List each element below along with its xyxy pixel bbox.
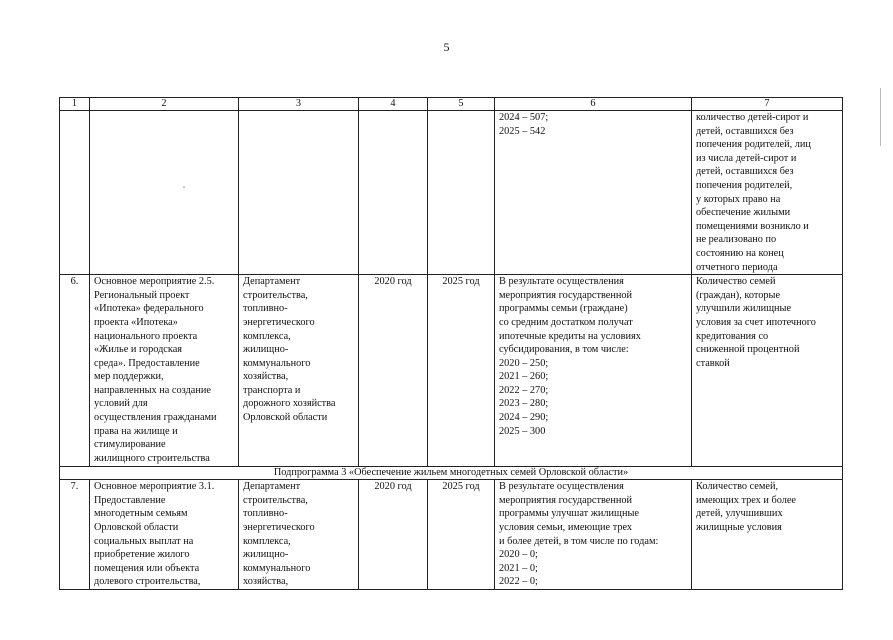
- column-header-5: 5: [428, 98, 495, 111]
- executor-line: энергетического: [243, 316, 315, 328]
- continued-cell-num: [60, 111, 90, 275]
- activity-name-line: Предоставление: [94, 494, 166, 506]
- activity-name-line: социальных выплат на: [94, 535, 194, 547]
- activity-name-line: проекта «Ипотека»: [94, 316, 178, 328]
- column-header-1: 1: [60, 98, 90, 111]
- result-line: программы семьи (граждане): [499, 303, 628, 315]
- result-line: и более детей, в том числе по годам:: [499, 535, 659, 547]
- result-cell: [495, 275, 692, 467]
- row-number: 7.: [60, 480, 90, 590]
- activity-name-line: национального проекта: [94, 330, 198, 342]
- continued-cell-name: [90, 111, 239, 275]
- activity-name-line: мер поддержки,: [94, 371, 164, 383]
- executor-cell: [239, 275, 359, 467]
- end-year-cell: 2025 год: [428, 480, 495, 590]
- result-line: 2024 – 290;: [499, 412, 549, 424]
- continued-cell-start: [359, 111, 428, 275]
- indicator-line: сниженной процентной: [696, 344, 800, 356]
- executor-cell: [239, 480, 359, 590]
- result-line: мероприятия государственной: [499, 289, 632, 301]
- result-line: условия семьи, имеющие трех: [499, 521, 633, 533]
- result-line: В результате осуществления: [499, 276, 624, 288]
- column-header-2: 2: [90, 98, 239, 111]
- executor-line: комплекса,: [243, 330, 291, 342]
- activity-name-line: долевого строительства,: [94, 576, 201, 588]
- start-year-cell: 2020 год: [359, 275, 428, 467]
- indicator-line: состоянию на конец: [696, 247, 784, 259]
- continued-cell-end: [428, 111, 495, 275]
- indicator-line: у которых право на: [696, 193, 781, 205]
- result-line: 2025 – 542: [499, 125, 546, 137]
- executor-line: Департамент: [243, 481, 301, 493]
- activity-name-line: стимулирование: [94, 439, 166, 451]
- result-cell: [495, 480, 692, 590]
- indicator-line: условия за счет ипотечного: [696, 316, 816, 328]
- column-number-header-row: [60, 98, 843, 111]
- activity-name-line: права на жилище и: [94, 425, 178, 437]
- result-line: 2021 – 0;: [499, 562, 538, 574]
- result-line: ипотечные кредиты на условиях: [499, 330, 641, 342]
- column-header-6: 6: [495, 98, 692, 111]
- activity-name-line: помещения или объекта: [94, 562, 200, 574]
- indicator-line: (граждан), которые: [696, 289, 781, 301]
- row-number: 6.: [60, 275, 90, 467]
- executor-line: строительства,: [243, 289, 308, 301]
- result-line: субсидирования, в том числе:: [499, 344, 629, 356]
- executor-line: энергетического: [243, 521, 315, 533]
- executor-line: жилищно-: [243, 549, 289, 561]
- table-row-6: [60, 275, 843, 467]
- executor-line: строительства,: [243, 494, 308, 506]
- indicator-line: Количество семей: [696, 276, 776, 288]
- indicator-line: жилищные условия: [696, 521, 782, 533]
- indicator-line: не реализовано по: [696, 234, 777, 246]
- activity-name-cell: [90, 480, 239, 590]
- result-line: 2024 – 507;: [499, 112, 549, 123]
- continued-cell-indicator: [692, 111, 843, 275]
- indicator-cell: [692, 480, 843, 590]
- result-line: 2022 – 0;: [499, 576, 538, 588]
- indicator-cell: [692, 275, 843, 467]
- indicator-line: улучшили жилищные: [696, 303, 792, 315]
- subprogram-heading: Подпрограмма 3 «Обеспечение жильем многодетных семей Орловской области»: [60, 467, 843, 480]
- executor-line: дорожного хозяйства: [243, 398, 336, 410]
- result-line: 2020 – 0;: [499, 549, 538, 561]
- binding-edge-mark: [880, 88, 891, 146]
- activity-name-line: осуществления гражданами: [94, 412, 217, 424]
- indicator-line: имеющих трех и более: [696, 494, 796, 506]
- activity-name-line: Основное мероприятие 2.5.: [94, 276, 215, 288]
- page-number: 5: [443, 40, 450, 54]
- activity-name-line: приобретение жилого: [94, 549, 190, 561]
- activity-name-line: среда». Предоставление: [94, 357, 200, 369]
- start-year-cell: 2020 год: [359, 480, 428, 590]
- subprogram-heading-row: [60, 467, 843, 480]
- activity-name-line: многодетным семьям: [94, 508, 188, 520]
- activity-name-cell: [90, 275, 239, 467]
- continued-cell-result: [495, 111, 692, 275]
- activity-name-line: Региональный проект: [94, 289, 190, 301]
- indicator-line: детей, оставшихся без: [696, 166, 794, 178]
- end-year-cell: 2025 год: [428, 275, 495, 467]
- column-header-7: 7: [692, 98, 843, 111]
- activity-name-line: условий для: [94, 398, 148, 410]
- executor-line: коммунального: [243, 357, 311, 369]
- indicator-line: кредитования со: [696, 330, 769, 342]
- result-line: 2020 – 250;: [499, 357, 549, 369]
- activity-name-line: «Жилье и городская: [94, 344, 183, 356]
- result-line: В результате осуществления: [499, 481, 624, 493]
- program-activities-table: [59, 97, 843, 590]
- executor-line: топливно-: [243, 508, 288, 520]
- indicator-line: количество детей-сирот и: [696, 112, 809, 123]
- result-line: 2021 – 260;: [499, 371, 549, 383]
- executor-line: коммунального: [243, 562, 311, 574]
- executor-line: топливно-: [243, 303, 288, 315]
- result-line: 2023 – 280;: [499, 398, 549, 410]
- executor-line: хозяйства,: [243, 576, 289, 588]
- result-line: со средним достатком получат: [499, 316, 633, 328]
- activity-name-line: жилищного строительства: [94, 452, 210, 464]
- column-header-4: 4: [359, 98, 428, 111]
- executor-line: Орловской области: [243, 412, 328, 424]
- indicator-line: из числа детей-сирот и: [696, 152, 797, 164]
- activity-name-line: направленных на создание: [94, 384, 211, 396]
- indicator-line: детей, улучшивших: [696, 508, 783, 520]
- activity-name-line: Основное мероприятие 3.1.: [94, 481, 215, 493]
- result-line: программы улучшат жилищные: [499, 508, 639, 520]
- column-header-3: 3: [239, 98, 359, 111]
- executor-line: транспорта и: [243, 384, 301, 396]
- indicator-line: Количество семей,: [696, 481, 779, 493]
- indicator-line: детей, оставшихся без: [696, 125, 794, 137]
- executor-line: комплекса,: [243, 535, 291, 547]
- indicator-line: попечения родителей, лиц: [696, 139, 811, 151]
- indicator-line: ставкой: [696, 357, 730, 369]
- indicator-line: попечения родителей,: [696, 179, 793, 191]
- table-row-7: [60, 480, 843, 590]
- result-line: мероприятия государственной: [499, 494, 632, 506]
- executor-line: Департамент: [243, 276, 301, 288]
- executor-line: жилищно-: [243, 344, 289, 356]
- executor-line: хозяйства,: [243, 371, 289, 383]
- continued-cell-executor: [239, 111, 359, 275]
- continued-row: [60, 111, 843, 275]
- result-line: 2022 – 270;: [499, 384, 549, 396]
- indicator-line: помещениями возникло и: [696, 220, 809, 232]
- result-line: 2025 – 300: [499, 425, 546, 437]
- indicator-line: обеспечение жилыми: [696, 207, 791, 219]
- indicator-line: отчетного периода: [696, 261, 778, 273]
- activity-name-line: «Ипотека» федерального: [94, 303, 204, 315]
- activity-name-line: Орловской области: [94, 521, 179, 533]
